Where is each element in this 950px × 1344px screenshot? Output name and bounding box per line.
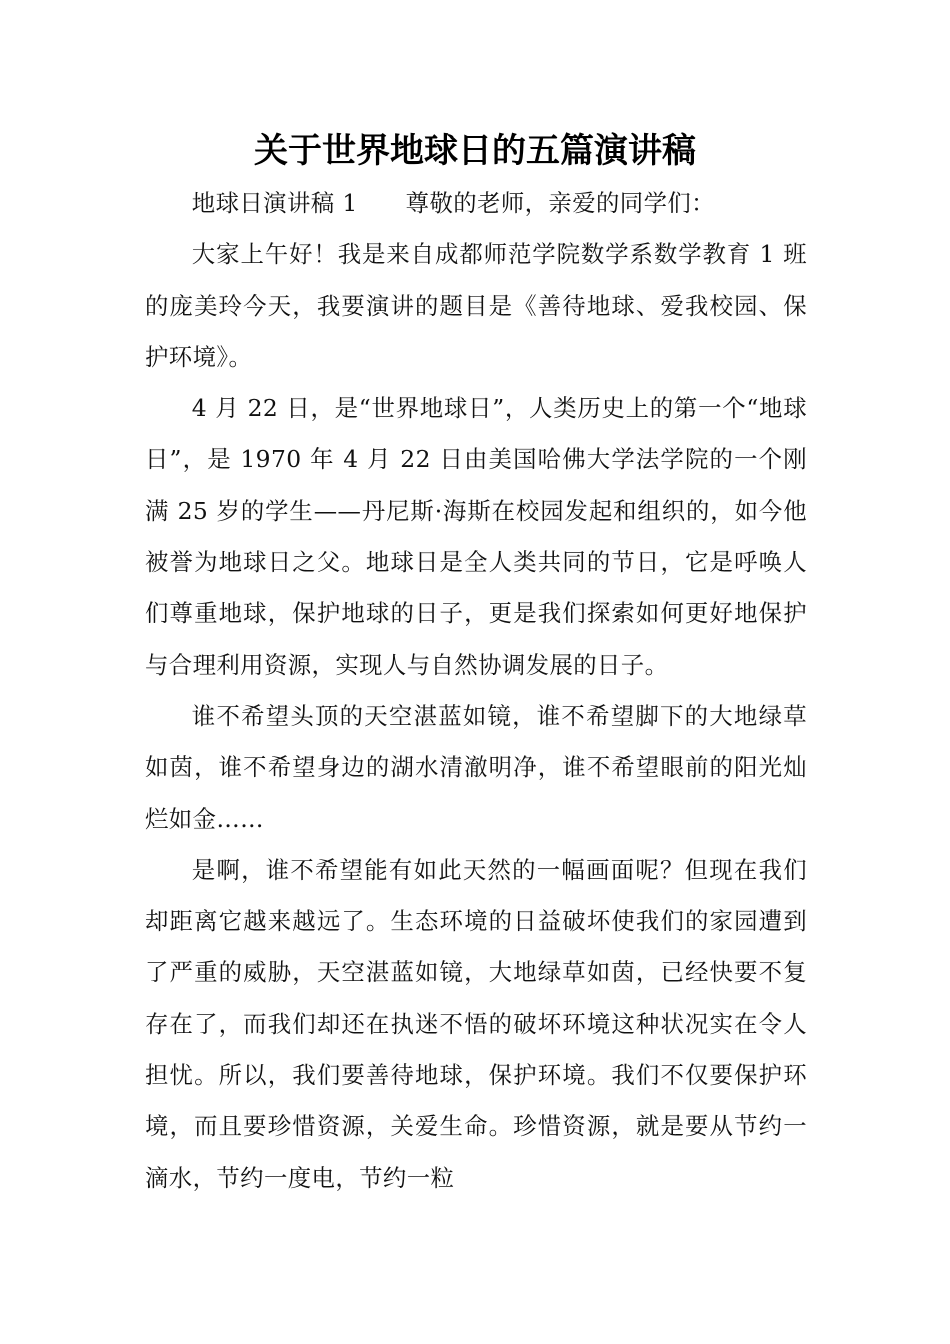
document-title: 关于世界地球日的五篇演讲稿 xyxy=(254,131,696,171)
paragraph-1: 大家上午好！我是来自成都师范学院数学系数学教育 1 班的庞美玲今天，我要演讲的题目是《善待地球、爱我校园、保护环境》。 xyxy=(145,240,807,371)
document-body xyxy=(145,178,807,1204)
speech-label: 地球日演讲稿 1 xyxy=(191,189,358,217)
paragraph-2: 4 月 22 日，是“世界地球日”，人类历史上的第一个“地球日”，是 1970 年 4 月 22 日由美国哈佛大学法学院的一个刚满 25 岁的学生——丹尼斯·海斯在校园发起和组织的，如今他被誉为地球日之父。地球日是全人类共同的节日，它是呼唤人们尊重地球，保护地球的日子，更是我们探索如何更好地保护与合理利用资源，实现人与自然协调发展的日子。 xyxy=(145,394,807,679)
paragraph-4: 是啊，谁不希望能有如此天然的一幅画面呢？但现在我们却距离它越来越远了。生态环境的日益破坏使我们的家园遭到了严重的威胁，天空湛蓝如镜，大地绿草如茵，已经快要不复存在了，而我们却还在执迷不悟的破坏环境这种状况实在令人担忧。所以，我们要善待地球，保护环境。我们不仅要保护环境，而且要珍惜资源，关爱生命。珍惜资源，就是要从节约一滴水，节约一度电，节约一粒 xyxy=(145,855,807,1192)
paragraph-3: 谁不希望头顶的天空湛蓝如镜，谁不希望脚下的大地绿草如茵，谁不希望身边的湖水清澈明净，谁不希望眼前的阳光灿烂如金…… xyxy=(145,701,807,833)
speech-greeting: 尊敬的老师，亲爱的同学们： xyxy=(405,189,715,217)
speech-subheading xyxy=(145,178,807,229)
